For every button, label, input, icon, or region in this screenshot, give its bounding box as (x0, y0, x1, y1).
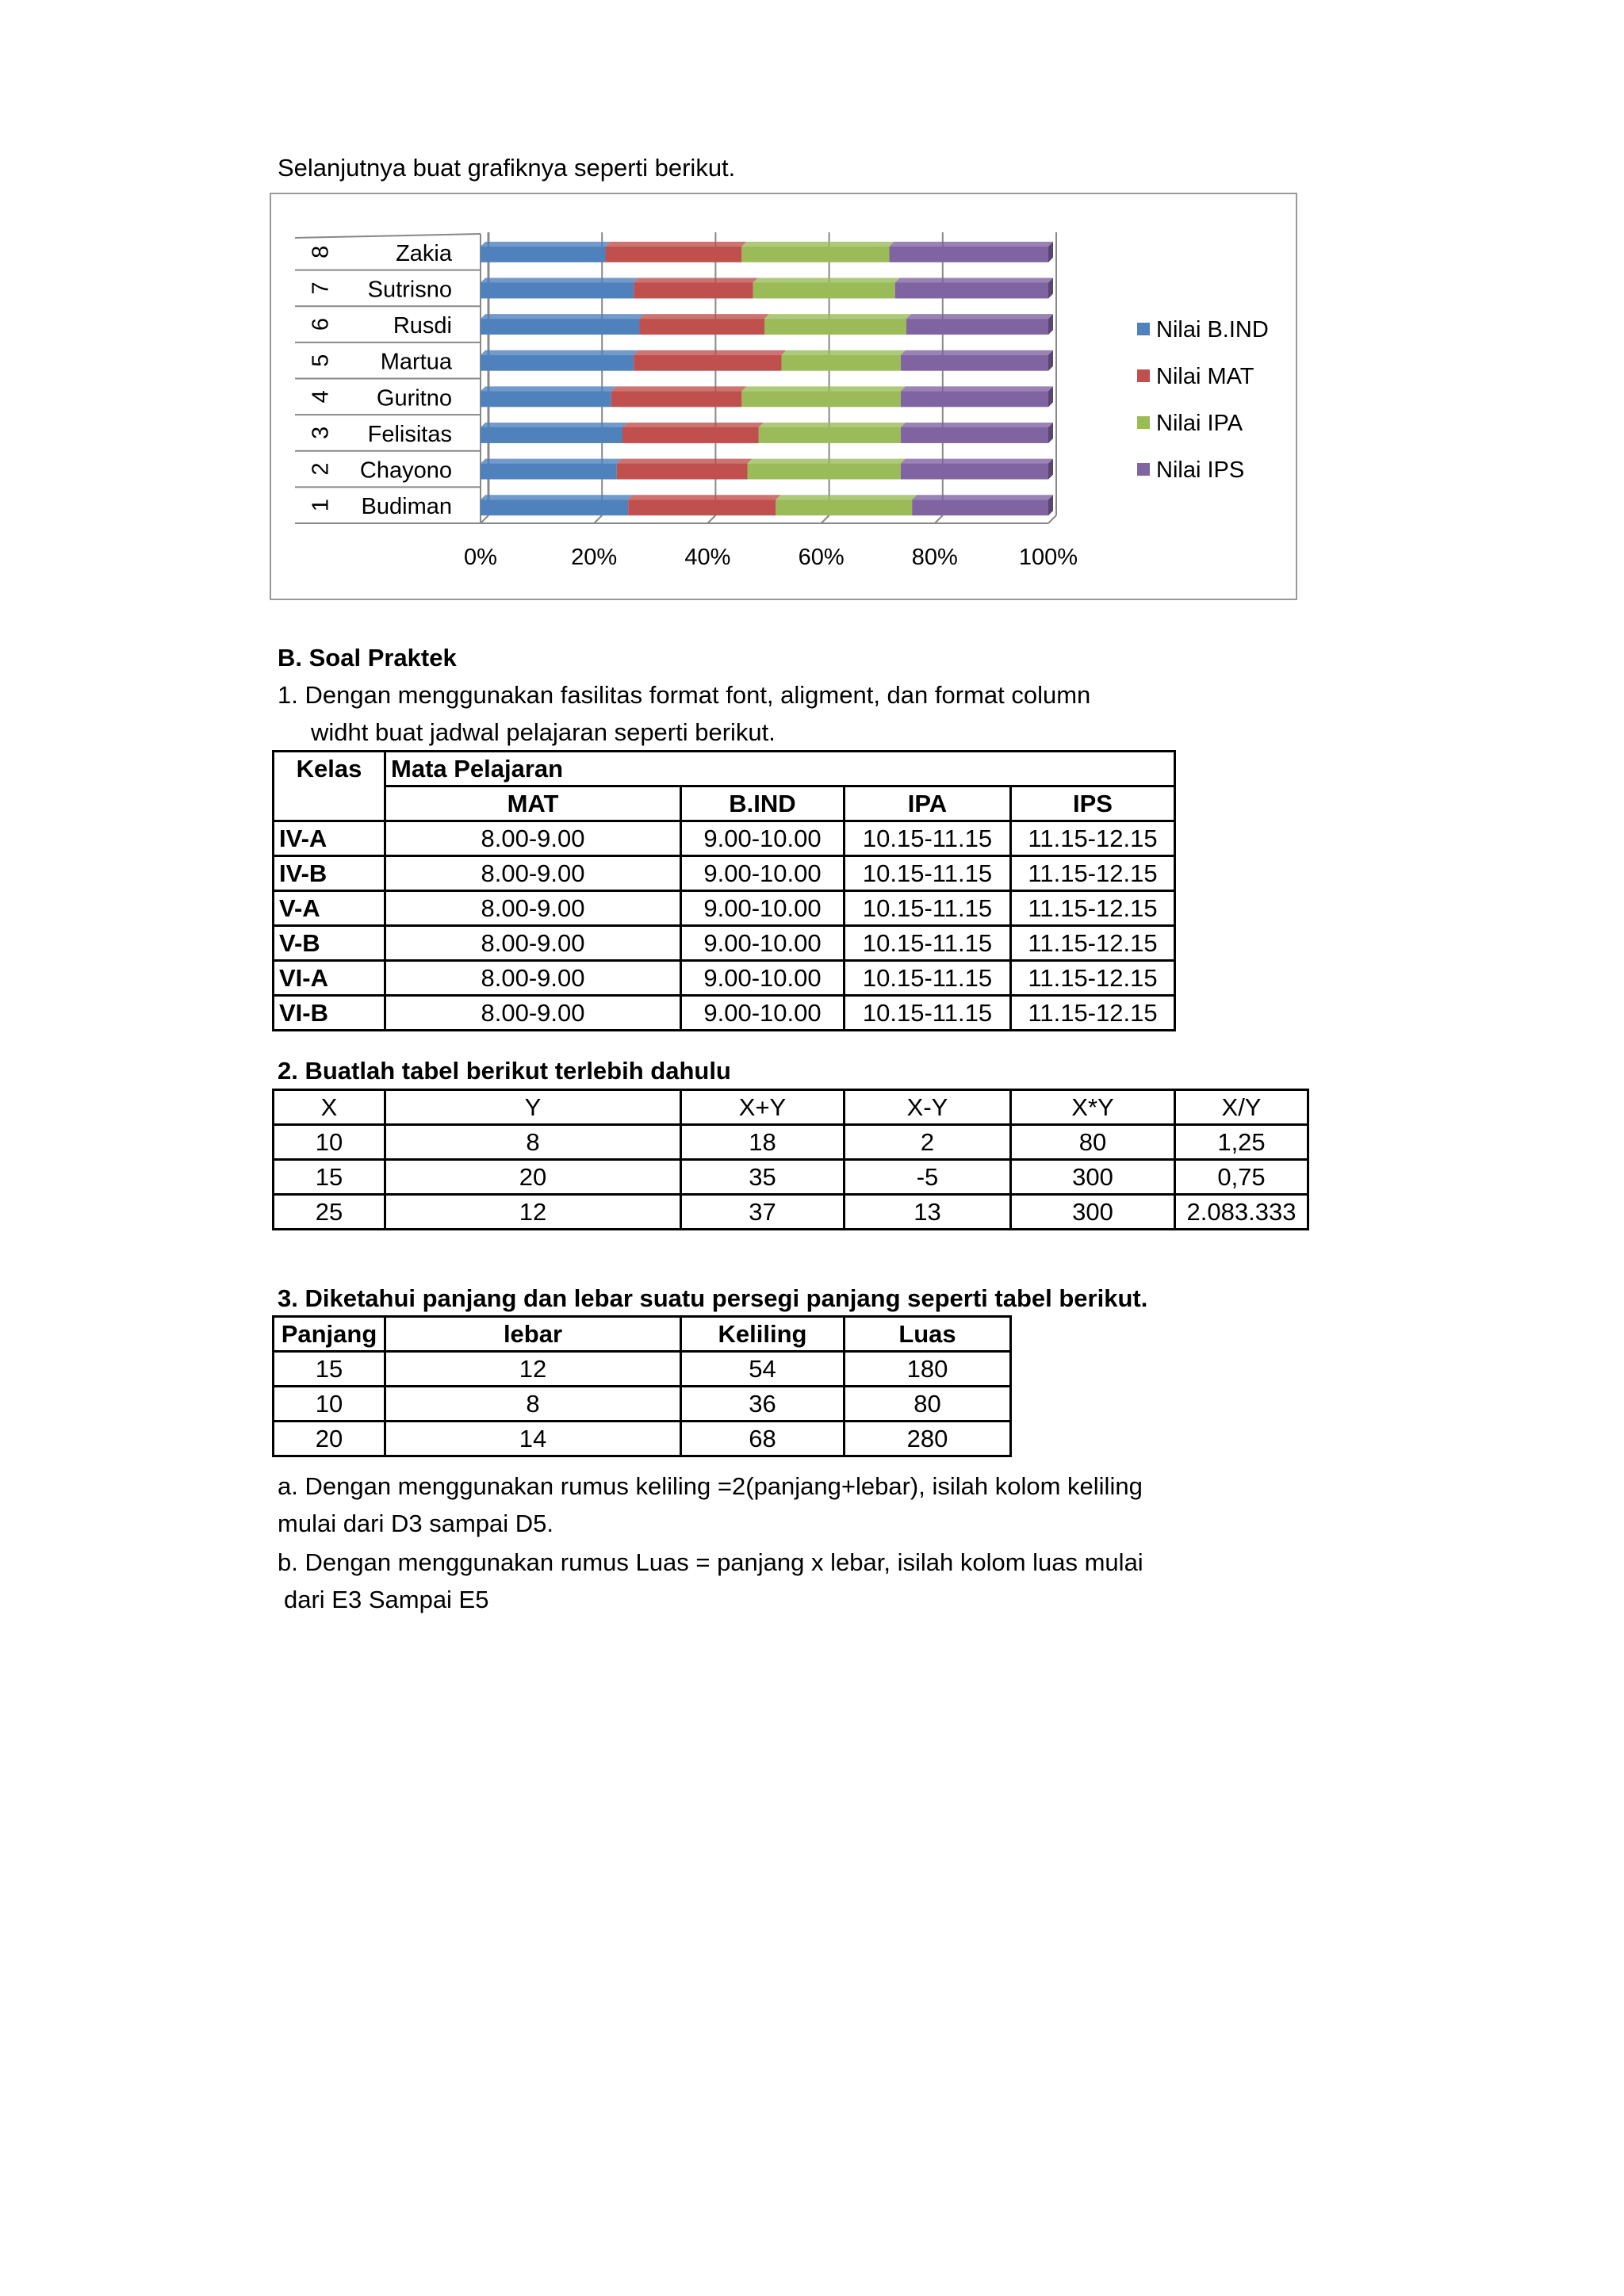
bar-segment (901, 391, 1048, 407)
q3-table (272, 1315, 1012, 1457)
q2-cell: 10 (274, 1125, 385, 1160)
q3a-line2: mulai dari D3 sampai D5. (278, 1510, 554, 1537)
q3-cell: 180 (845, 1352, 1011, 1387)
gridline-floor (594, 515, 602, 523)
schedule-row (274, 856, 1175, 891)
q2-header-cell: X/Y (1175, 1090, 1308, 1125)
q2-cell: 35 (681, 1160, 845, 1195)
bar-segment (912, 499, 1048, 515)
bar-top-face (634, 277, 757, 282)
bar-top-face (759, 423, 906, 427)
bar-segment (622, 427, 759, 443)
bar-segment (481, 427, 622, 443)
section-b-heading: B. Soal Praktek (278, 644, 457, 672)
q3-row (274, 1422, 1011, 1456)
q3-cell: 20 (274, 1422, 385, 1456)
bar-segment (634, 282, 753, 298)
q3-cell: 8 (385, 1387, 681, 1422)
q2-cell: 0,75 (1175, 1160, 1308, 1195)
x-tick-label: 60% (798, 545, 845, 570)
gridline-floor (707, 515, 715, 523)
q2-header-cell: X+Y (681, 1090, 845, 1125)
q2-header-cell: X-Y (845, 1090, 1011, 1125)
bar-segment (906, 319, 1048, 335)
bar-segment (628, 499, 776, 515)
q2-cell: 300 (1011, 1160, 1175, 1195)
bar-top-face (764, 314, 911, 319)
legend-label: Nilai IPA (1156, 411, 1243, 436)
bar-top-face (741, 242, 894, 247)
bar-segment (481, 499, 628, 515)
bar-top-face (481, 386, 616, 391)
gridline-floor (481, 515, 488, 523)
bar-segment (901, 427, 1048, 443)
q3-header-row (274, 1317, 1011, 1352)
bar-segment (901, 355, 1048, 371)
bar-segment (481, 282, 634, 298)
q2-header-cell: X*Y (1011, 1090, 1175, 1125)
q3-cell: 15 (274, 1352, 385, 1387)
q3-cell: 36 (681, 1387, 845, 1422)
row-number-label: 1 (308, 499, 334, 512)
category-label: Guritno (376, 385, 452, 411)
bar-segment (759, 427, 901, 443)
time-cell: 11.15-12.15 (1011, 996, 1175, 1031)
bar-top-face (617, 459, 753, 464)
bar-segment (781, 355, 900, 371)
bar-top-face (606, 242, 747, 247)
schedule-table (272, 750, 1176, 1031)
subject-header: MAT (385, 786, 681, 821)
q2-row (274, 1195, 1308, 1230)
category-label: Rusdi (393, 313, 452, 339)
bar-segment (890, 247, 1048, 262)
subject-header-row (274, 786, 1175, 821)
q3-header-cell: Panjang (274, 1317, 385, 1352)
q3-row (274, 1352, 1011, 1387)
q2-cell: 2 (845, 1125, 1011, 1160)
bar-top-face (634, 350, 786, 355)
kelas-cell: V-A (274, 891, 385, 926)
bar-segment (895, 282, 1048, 298)
bar-top-face (481, 277, 638, 282)
bar-top-face (741, 386, 905, 391)
q3-cell: 54 (681, 1352, 845, 1387)
row-number-label: 8 (308, 245, 334, 258)
q3-body (274, 1317, 1011, 1456)
legend-swatch (1137, 416, 1150, 429)
time-cell: 10.15-11.15 (845, 856, 1011, 891)
bar-top-face (895, 277, 1053, 282)
bar-top-face (901, 459, 1053, 464)
bar-segment (776, 499, 912, 515)
x-tick-label: 0% (464, 545, 497, 570)
time-cell: 8.00-9.00 (385, 821, 681, 856)
bar-segment (764, 319, 906, 335)
time-cell: 10.15-11.15 (845, 821, 1011, 856)
bar-top-face (622, 423, 764, 427)
q3-row (274, 1387, 1011, 1422)
bar-segment (748, 464, 901, 480)
x-tick-label: 80% (911, 545, 958, 570)
legend-label: Nilai B.IND (1156, 317, 1269, 342)
q2-heading: 2. Buatlah tabel berikut terlebih dahulu (278, 1057, 731, 1085)
q1-text-line1: 1. Dengan menggunakan fasilitas format font, aligment, dan format column (278, 681, 1091, 709)
category-label: Budiman (361, 494, 452, 520)
kelas-cell: VI-B (274, 996, 385, 1031)
time-cell: 9.00-10.00 (681, 926, 845, 961)
q2-body (274, 1090, 1308, 1230)
legend-swatch (1137, 463, 1150, 476)
q2-header-cell: X (274, 1090, 385, 1125)
time-cell: 10.15-11.15 (845, 926, 1011, 961)
time-cell: 9.00-10.00 (681, 996, 845, 1031)
bar-segment (753, 282, 895, 298)
q2-cell: 2.083.333 (1175, 1195, 1308, 1230)
row-number-label: 6 (308, 317, 334, 331)
q3b-line1: b. Dengan menggunakan rumus Luas = panjang x lebar, isilah kolom luas mulai (278, 1548, 1143, 1576)
time-cell: 11.15-12.15 (1011, 961, 1175, 996)
time-cell: 8.00-9.00 (385, 856, 681, 891)
subject-header: IPS (1011, 786, 1175, 821)
q2-table (272, 1089, 1309, 1230)
q3-cell: 12 (385, 1352, 681, 1387)
q2-cell: 1,25 (1175, 1125, 1308, 1160)
time-cell: 8.00-9.00 (385, 891, 681, 926)
schedule-row (274, 821, 1175, 856)
schedule-row (274, 926, 1175, 961)
time-cell: 9.00-10.00 (681, 856, 845, 891)
bar-top-face (481, 242, 611, 247)
time-cell: 8.00-9.00 (385, 996, 681, 1031)
bar-top-face (753, 277, 900, 282)
subject-header: IPA (845, 786, 1011, 821)
q2-cell: -5 (845, 1160, 1011, 1195)
category-label: Zakia (396, 240, 452, 266)
bar-top-face (481, 459, 622, 464)
gridline-floor (1048, 515, 1056, 523)
time-cell: 9.00-10.00 (681, 961, 845, 996)
bar-segment (481, 319, 639, 335)
bar-top-face (901, 350, 1053, 355)
time-cell: 10.15-11.15 (845, 996, 1011, 1031)
q2-cell: 15 (274, 1160, 385, 1195)
bar-top-face (481, 350, 638, 355)
category-separator (295, 234, 481, 238)
q3-cell: 280 (845, 1422, 1011, 1456)
x-tick-label: 40% (684, 545, 731, 570)
schedule-body (274, 821, 1175, 1031)
bar-top-face (481, 314, 644, 319)
bar-segment (634, 355, 781, 371)
bar-top-face (748, 459, 906, 464)
q2-cell: 37 (681, 1195, 845, 1230)
bar-top-face (906, 314, 1053, 319)
stacked-bar-chart (270, 193, 1297, 600)
q2-header-row (274, 1090, 1308, 1125)
time-cell: 9.00-10.00 (681, 891, 845, 926)
bar-top-face (901, 386, 1053, 391)
row-number-label: 3 (308, 426, 334, 440)
bar-segment (606, 247, 742, 262)
time-cell: 11.15-12.15 (1011, 821, 1175, 856)
bar-segment (481, 355, 634, 371)
q3-header-cell: lebar (385, 1317, 681, 1352)
bar-top-face (901, 423, 1053, 427)
bar-segment (481, 247, 606, 262)
kelas-cell: IV-B (274, 856, 385, 891)
q2-cell: 20 (385, 1160, 681, 1195)
q2-cell: 25 (274, 1195, 385, 1230)
q2-row (274, 1160, 1308, 1195)
q2-header-cell: Y (385, 1090, 681, 1125)
legend-swatch (1137, 369, 1150, 382)
time-cell: 10.15-11.15 (845, 891, 1011, 926)
q3-cell: 10 (274, 1387, 385, 1422)
category-label: Martua (380, 349, 452, 375)
time-cell: 11.15-12.15 (1011, 926, 1175, 961)
q3-header-cell: Keliling (681, 1317, 845, 1352)
q3-cell: 80 (845, 1387, 1011, 1422)
gridline-floor (822, 515, 829, 523)
kelas-cell: V-B (274, 926, 385, 961)
bar-segment (617, 464, 748, 480)
kelas-cell: IV-A (274, 821, 385, 856)
q3-cell: 14 (385, 1422, 681, 1456)
time-cell: 9.00-10.00 (681, 821, 845, 856)
x-tick-label: 100% (1018, 545, 1078, 570)
bar-segment (741, 391, 900, 407)
q1-text-line2: widht buat jadwal pelajaran seperti berikut. (311, 718, 776, 746)
q3-header-cell: Luas (845, 1317, 1011, 1352)
bar-segment (901, 464, 1048, 480)
legend-label: Nilai IPS (1156, 457, 1245, 483)
schedule-row (274, 996, 1175, 1031)
x-tick-label: 20% (571, 545, 618, 570)
bar-top-face (639, 314, 769, 319)
kelas-header: Kelas (274, 752, 385, 821)
q2-row (274, 1125, 1308, 1160)
schedule-row (274, 961, 1175, 996)
time-cell: 11.15-12.15 (1011, 856, 1175, 891)
mapel-header: Mata Pelajaran (385, 752, 1175, 786)
bar-top-face (481, 423, 627, 427)
bar-top-face (912, 495, 1053, 499)
row-number-label: 4 (308, 390, 334, 404)
row-number-label: 7 (308, 281, 334, 295)
row-number-label: 5 (308, 354, 334, 367)
q3-cell: 68 (681, 1422, 845, 1456)
bar-segment (481, 464, 617, 480)
q2-cell: 13 (845, 1195, 1011, 1230)
bar-segment (481, 391, 611, 407)
bar-top-face (611, 386, 747, 391)
q3b-line2: dari E3 Sampai E5 (284, 1586, 489, 1613)
q2-cell: 18 (681, 1125, 845, 1160)
q2-cell: 12 (385, 1195, 681, 1230)
schedule-row (274, 891, 1175, 926)
bar-top-face (776, 495, 917, 499)
legend-label: Nilai MAT (1156, 364, 1254, 389)
bar-segment (741, 247, 889, 262)
q2-cell: 8 (385, 1125, 681, 1160)
bar-top-face (481, 495, 633, 499)
time-cell: 10.15-11.15 (845, 961, 1011, 996)
schedule-header-row (274, 752, 1175, 786)
bar-segment (611, 391, 742, 407)
kelas-cell: VI-A (274, 961, 385, 996)
intro-text: Selanjutnya buat grafiknya seperti berikut. (278, 154, 736, 182)
q3a-line1: a. Dengan menggunakan rumus keliling =2(panjang+lebar), isilah kolom keliling (278, 1472, 1143, 1500)
legend-swatch (1137, 323, 1150, 335)
bar-segment (639, 319, 764, 335)
category-label: Chayono (359, 457, 452, 484)
subject-header: B.IND (681, 786, 845, 821)
time-cell: 8.00-9.00 (385, 926, 681, 961)
time-cell: 11.15-12.15 (1011, 891, 1175, 926)
category-label: Sutrisno (367, 277, 452, 303)
gridline-floor (935, 515, 943, 523)
q3-heading: 3. Diketahui panjang dan lebar suatu persegi panjang seperti tabel berikut. (278, 1284, 1148, 1312)
q2-cell: 80 (1011, 1125, 1175, 1160)
category-label: Felisitas (367, 421, 452, 447)
time-cell: 8.00-9.00 (385, 961, 681, 996)
bar-top-face (781, 350, 905, 355)
bar-top-face (628, 495, 780, 499)
chart-canvas (271, 194, 1299, 602)
bar-top-face (890, 242, 1053, 247)
row-number-label: 2 (308, 462, 334, 476)
q2-cell: 300 (1011, 1195, 1175, 1230)
